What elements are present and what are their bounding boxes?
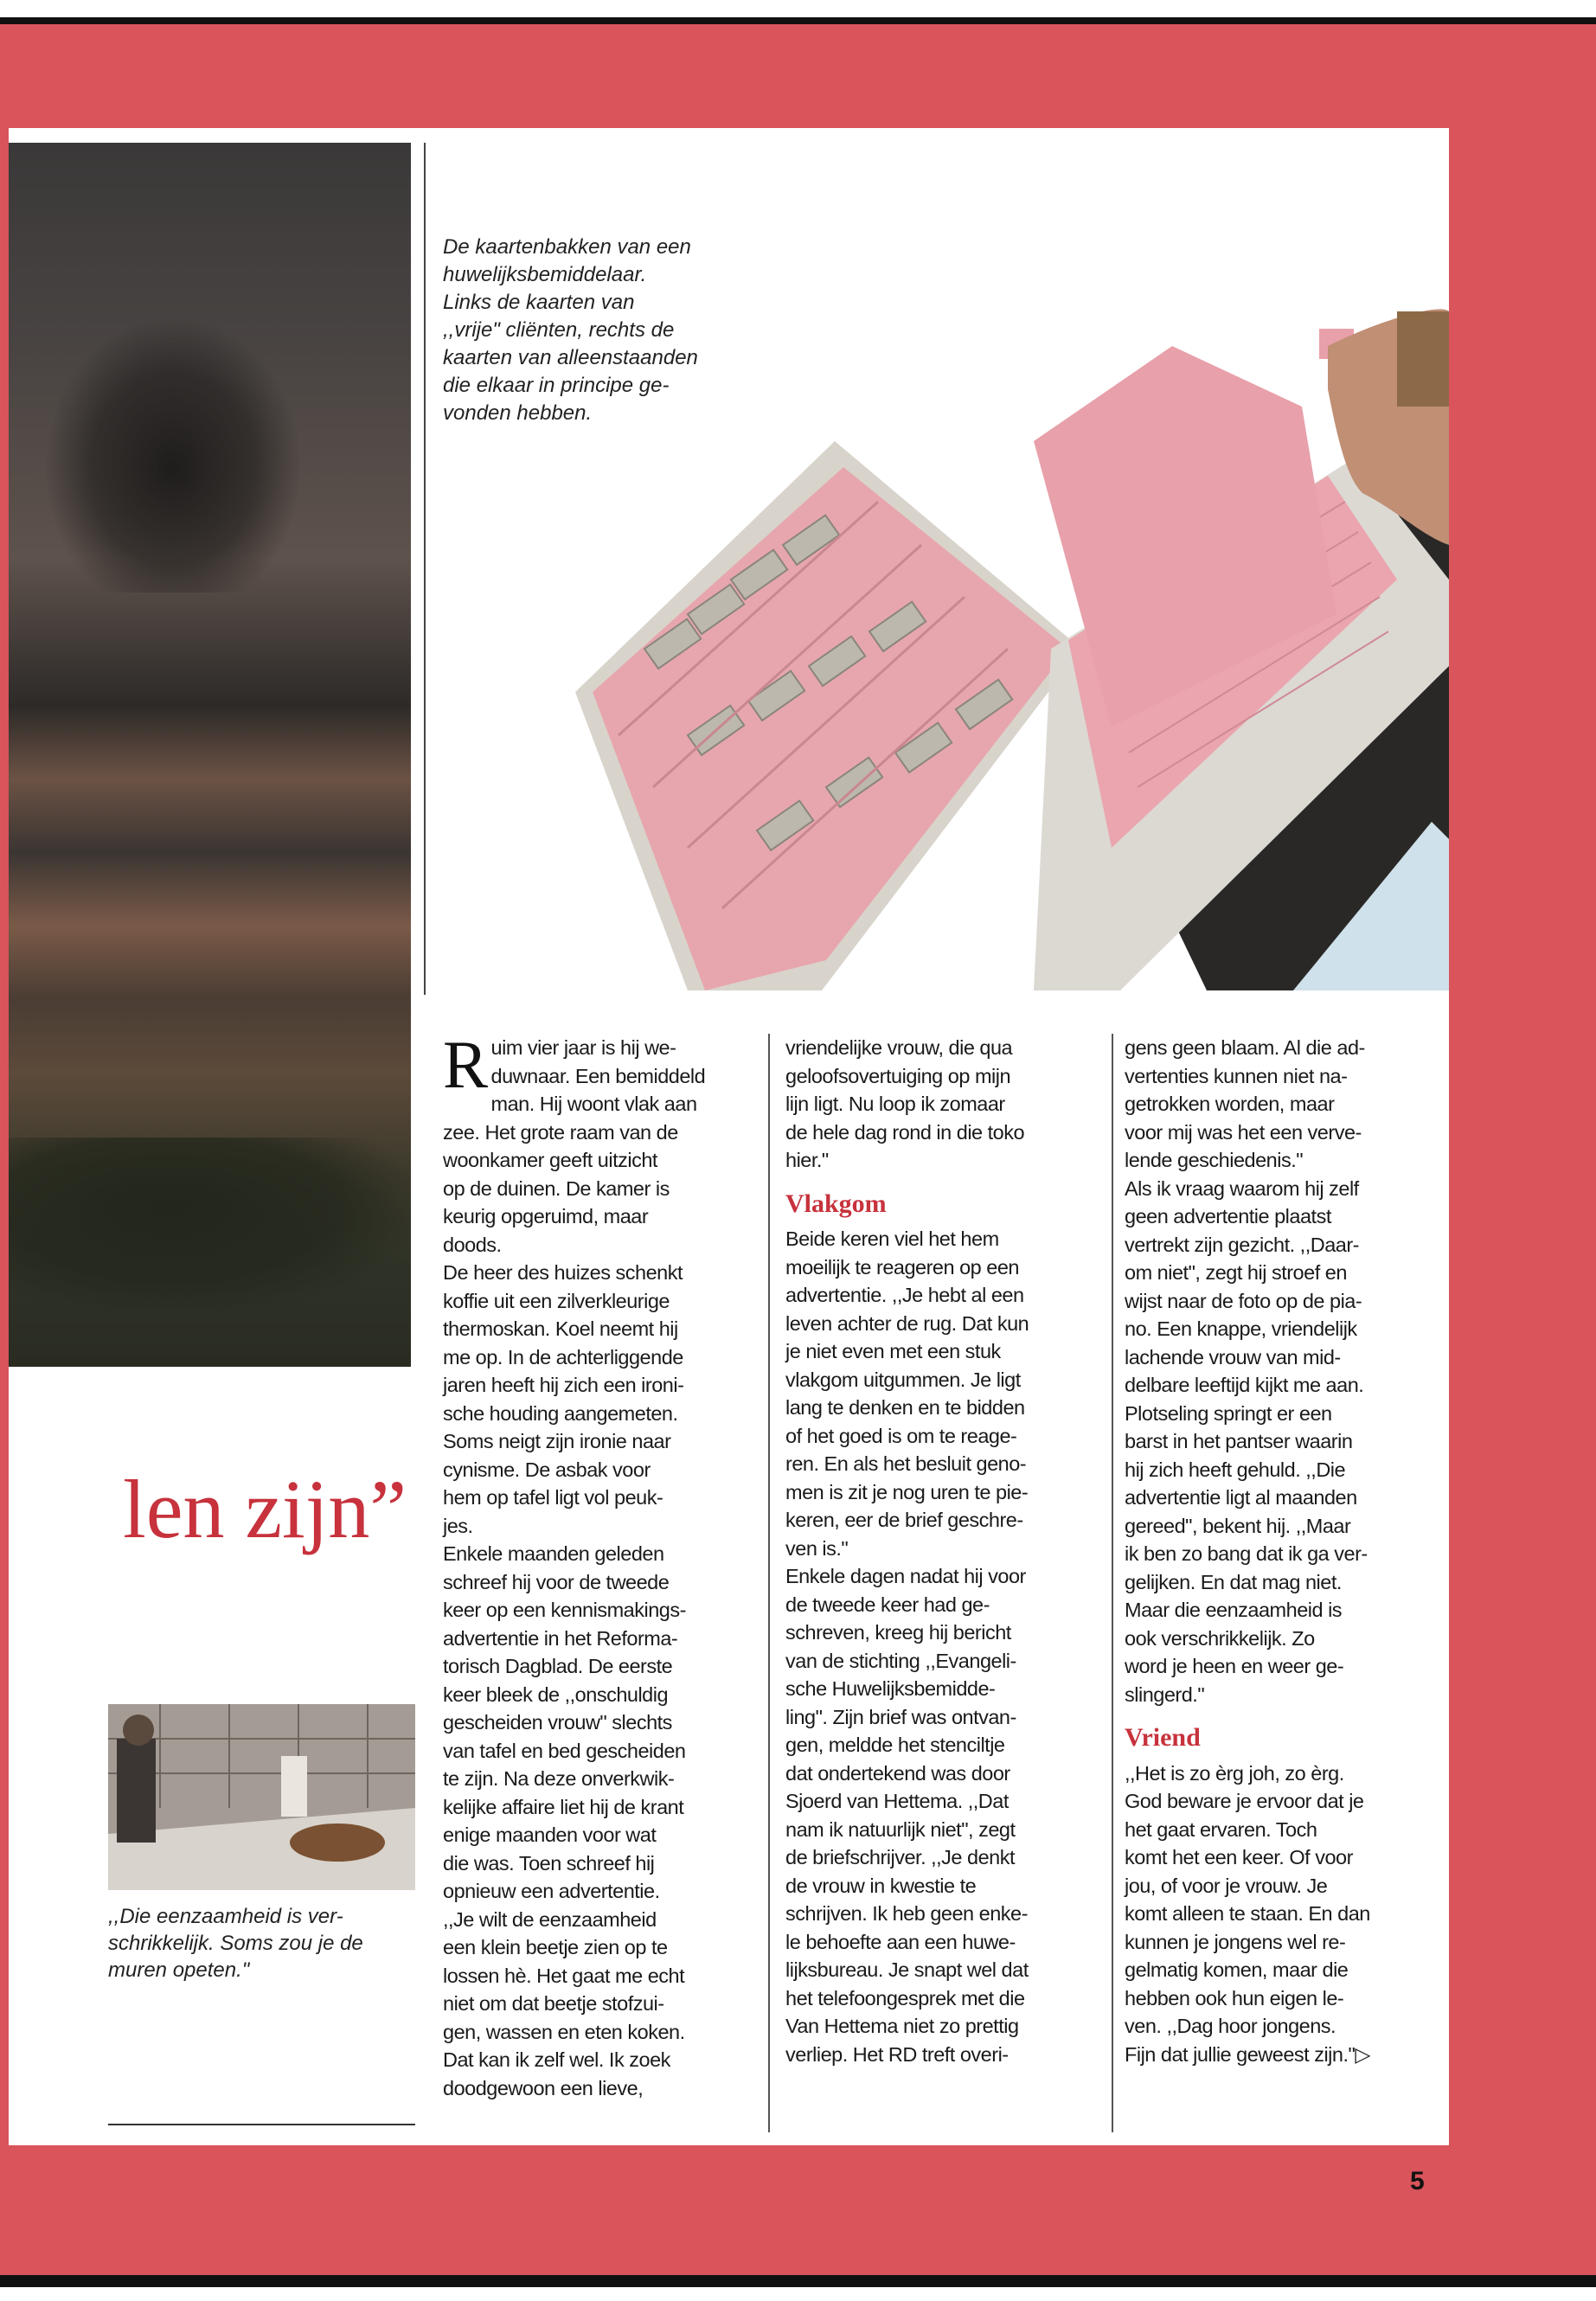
- kitchen-caption-text: ,,Die eenzaamheid is ver- schrikkelijk. Soms zou je de muren opeten.": [108, 1905, 363, 1982]
- kitchen-illustration: [108, 1704, 415, 1890]
- headline-fragment: len zijn”: [123, 1463, 407, 1555]
- red-left-strip: [0, 24, 9, 2152]
- kitchen-caption: [108, 1903, 411, 1984]
- bottom-border: [0, 2275, 1596, 2287]
- column-1-text: uim vier jaar is hij we- duwnaar. Een bemiddeld man. Hij woont vlak aan zee. Het grote raam van de woonkamer geeft uitzicht op de duinen. De kamer is keurig opgeruimd, maar doods. De heer des huizes schenkt koffie uit een zilverkleurige thermoskan. Koel neemt hij me op. In de achterliggende jaren heeft hij zich een ironi- sche houding aangemeten. Soms neigt zijn ironie naar cynisme. De asbak voor hem op tafel ligt vol peuk- jes. Enkele maanden geleden schreef hij voor de tweede keer op een kennismakings- advertentie in het Reforma- torisch Dagblad. De eerste keer bleek de ,,onschuldig gescheiden vrouw" slechts van tafel en bed gescheiden te zijn. Na deze onverkwik- kelijke affaire liet hij de krant enige maanden voor wat die was. Toen schreef hij opnieuw een advertentie. ,,Je wilt de eenzaamheid een klein beetje zien op te lossen hè. Het gaat me echt niet om dat beetje stofzui- gen, wassen en eten koken. Dat kan ik zelf wel. Ik zoek doodgewoon een lieve,: [443, 1036, 706, 2099]
- column-3-text: ,,Het is zo èrg joh, zo èrg. God beware je ervoor dat je het gaat ervaren. Toch komt het een keer. Of voor jou, of voor je vrouw. Je komt alleen te staan. En dan kunnen je jongens wel re- gelmatig komen, maar die hebben ook hun eigen le- ven. ,,Dag hoor jongens. Fijn dat jullie geweest zijn."▷: [1125, 1761, 1370, 2066]
- landscape-photo: [9, 143, 411, 1367]
- photo-caption: [443, 234, 772, 427]
- column-3-intro: gens geen blaam. Al die ad- vertenties kunnen niet na- getrokken worden, maar voor mij was het een verve- lende geschiedenis." Als ik vraag waarom hij zelf geen advertentie plaatst vertrekt zijn gezicht. ,,Daar- om niet", zegt hij stroef en wijst naar de foto op de pia- no. Een knappe, vriendelijk lachende vrouw van mid- delbare leeftijd kijkt me aan. Plotseling springt er een barst in het pantser waarin hij zich heeft gehuld. ,,Die advertentie ligt al maanden gereed", bekent hij. ,,Maar ik ben zo bang dat ik ga ver- gelijken. En dat mag niet. Maar die eenzaamheid is ook verschrikkelijk. Zo word je heen en weer ge- slingerd.": [1125, 1036, 1368, 1706]
- kitchen-photo: [108, 1704, 415, 1890]
- article-column-1: [443, 1027, 754, 2102]
- article-column-2: [785, 1034, 1097, 2068]
- subhead-vriend: Vriend: [1125, 1723, 1201, 1752]
- photo-divider: [424, 143, 426, 995]
- drop-cap: R: [443, 1027, 488, 1102]
- tree-silhouette: [43, 316, 303, 593]
- page-number: 5: [1410, 2167, 1425, 2195]
- photo-caption-text: De kaartenbakken van een huwelijksbemiddelaar. Links de kaarten van ,,vrije" cliënten, rechts de kaarten van alleenstaanden die elkaar in principe ge- vonden hebben.: [443, 235, 698, 425]
- column-divider-2: [1112, 1034, 1113, 2132]
- red-right-band: [1449, 24, 1596, 2152]
- red-top-band: [0, 24, 1596, 128]
- article-column-3: [1125, 1034, 1445, 2068]
- red-bottom-band: [0, 2145, 1596, 2275]
- subhead-vlakgom: Vlakgom: [785, 1189, 887, 1218]
- caption-rule: [108, 2124, 415, 2125]
- top-border: [0, 17, 1596, 24]
- column-2-intro: vriendelijke vrouw, die qua geloofsovertuiging op mijn lijn ligt. Nu loop ik zomaar de hele dag rond in die toko hier.": [785, 1036, 1025, 1171]
- column-divider-1: [768, 1034, 770, 2132]
- column-2-text: Beide keren viel het hem moeilijk te reageren op een advertentie. ,,Je hebt al een leven achter de rug. Dat kun je niet even met een stuk vlakgom uitgummen. Je ligt lang te denken en te bidden of het goed is om te reage- ren. En als het besluit geno- men is zit je nog uren te pie- keren, eer de brief geschre- ven is." Enkele dagen nadat hij voor de tweede keer had ge- schreven, kreeg hij bericht van de stichting ,,Evangeli- sche Huwelijksbemidde- ling". Zijn brief was ontvan- gen, meldde het stenciltje dat ondertekend was door Sjoerd van Hettema. ,,Dat nam ik natuurlijk niet", zegt de briefschrijver. ,,Je denkt de vrouw in kwestie te schrijven. Ik heb geen enke- le behoefte aan een huwe- lijksbureau. Je snapt wel dat het telefoongesprek met die Van Hettema niet zo prettig verliep. Het RD treft overi-: [785, 1227, 1029, 2066]
- heath-foreground: [9, 1138, 411, 1311]
